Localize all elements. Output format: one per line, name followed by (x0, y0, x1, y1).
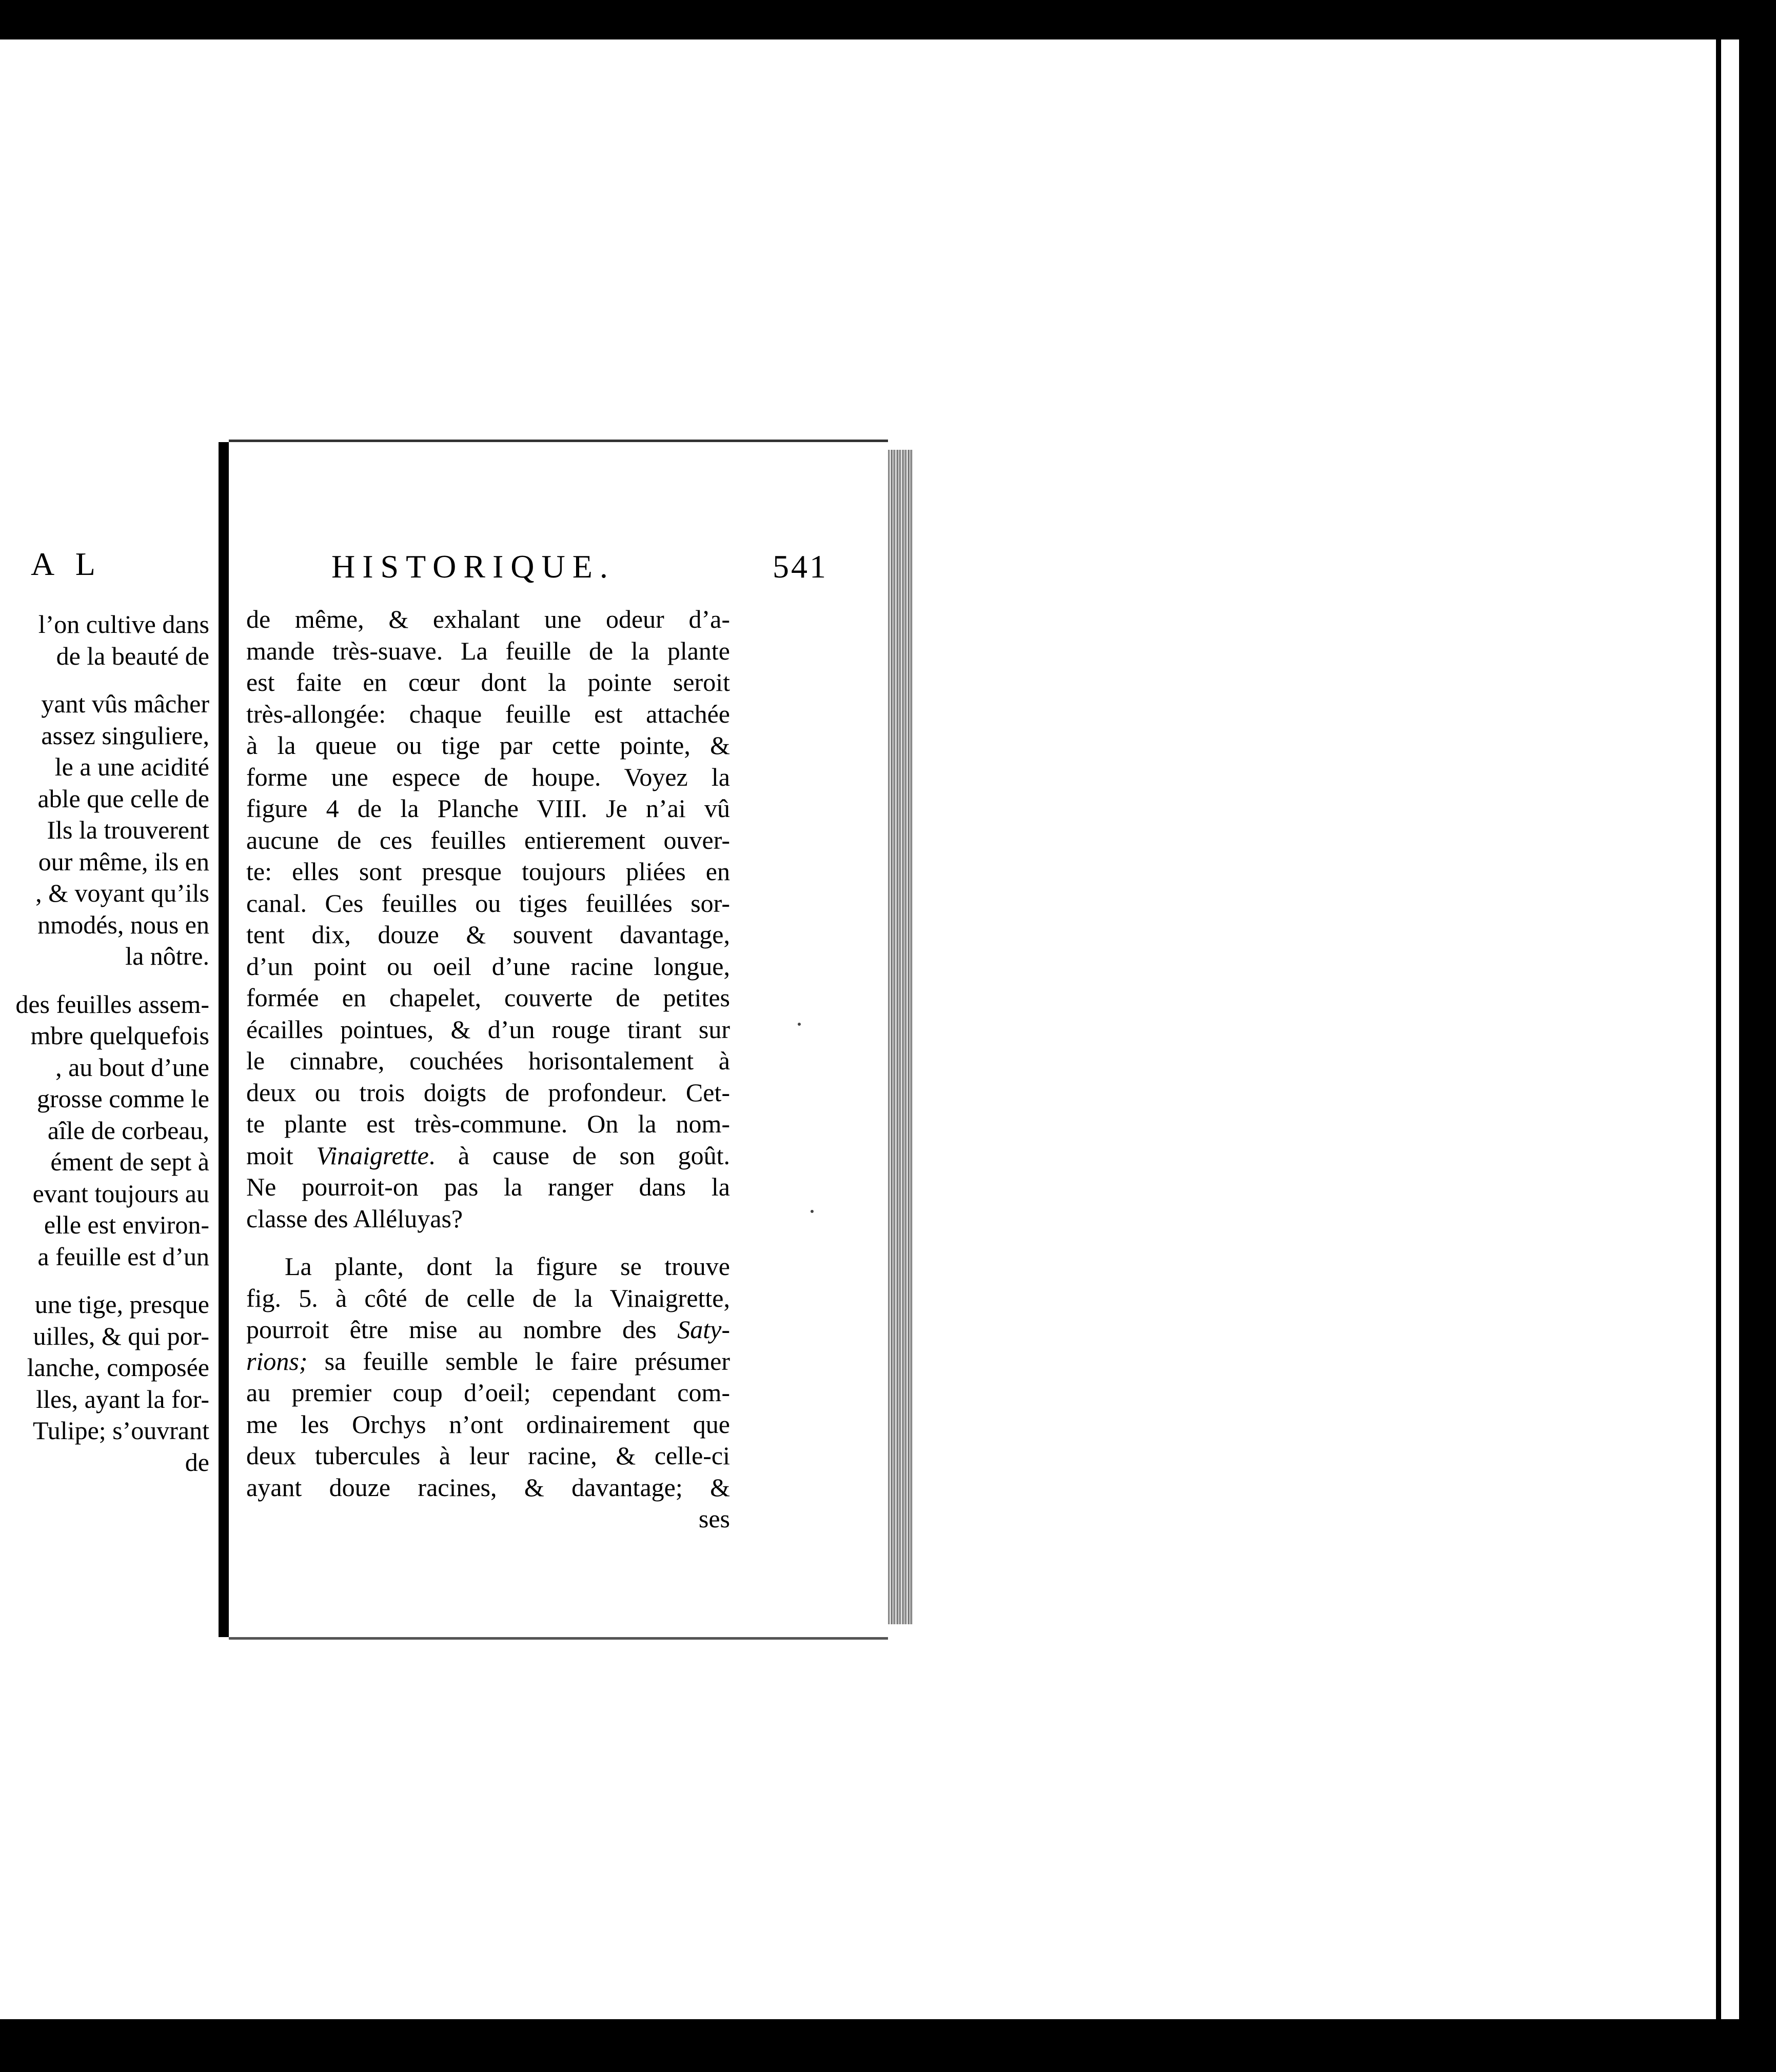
running-head: HISTORIQUE. (331, 548, 615, 585)
text-line: aucune de ces feuilles entierement ouver- (246, 825, 730, 854)
text-line: Ne pourroit-on pas la ranger dans la (246, 1172, 730, 1201)
text-line: nmodés, nous en (37, 910, 209, 939)
text-line: a feuille est d’un (37, 1242, 209, 1271)
text-line: de (185, 1447, 209, 1477)
text-line-rions: rions; sa feuille semble le faire présumer (246, 1346, 730, 1376)
catchword: ses (698, 1504, 730, 1533)
text-line: à la queue ou tige par cette pointe, & (246, 731, 730, 760)
text-line: le cinnabre, couchées horisontalement à (246, 1046, 730, 1075)
left-page-header: A L (31, 546, 103, 582)
text-line: lles, ayant la for- (36, 1384, 209, 1413)
paragraph-break (0, 672, 209, 688)
text-line: able que celle de (37, 784, 209, 813)
text-line: d’un point ou oeil d’une racine longue, (246, 951, 730, 981)
text-line: tent dix, douze & souvent davantage, (246, 920, 730, 949)
text-line: forme une espece de houpe. Voyez la (246, 762, 730, 791)
text-line: lanche, composée (27, 1353, 209, 1382)
text-line: grosse comme le (36, 1084, 209, 1113)
text-line: our même, ils en (38, 847, 209, 876)
text-line: formée en chapelet, couverte de petites (246, 983, 730, 1012)
left-page-text (0, 609, 209, 1478)
paragraph-2-first-line: La plante, dont la figure se trouve (285, 1252, 730, 1281)
text-line: figure 4 de la Planche VIII. Je n’ai vû (246, 794, 730, 823)
scanned-sheet (0, 39, 1739, 2019)
text-line: très-allongée: chaque feuille est attachée (246, 699, 730, 728)
right-page (229, 440, 888, 1640)
italic-term: rions; (246, 1346, 308, 1376)
text-line: de la beauté de (56, 641, 209, 670)
text-line: aîle de corbeau, (47, 1115, 209, 1145)
text-line: mbre quelquefois (30, 1021, 209, 1050)
right-page-text (246, 604, 730, 1535)
text-line: fig. 5. à côté de celle de la Vinaigrette, (246, 1283, 730, 1312)
text-line: te plante est très-commune. On la nom- (246, 1109, 730, 1138)
text-line: une tige, presque (34, 1290, 209, 1319)
paragraph-1 (246, 604, 730, 1140)
text-line: Ils la trouverent (47, 815, 209, 844)
text-line: deux ou trois doigts de profondeur. Cet- (246, 1078, 730, 1107)
text-line: , & voyant qu’ils (35, 879, 209, 907)
text-line: mande très-suave. La feuille de la plante (246, 636, 730, 665)
text-line: au premier coup d’oeil; cependant com- (246, 1378, 730, 1407)
book-gutter (219, 442, 229, 1637)
text-line: deux tubercules à leur racine, & celle-ci (246, 1441, 730, 1470)
text-line: ément de sept à (50, 1147, 209, 1176)
speck (811, 1210, 814, 1213)
text-line: est faite en cœur dont la pointe seroit (246, 668, 730, 696)
text-line: , au bout d’une (55, 1052, 209, 1082)
text-line: le a une acidité (54, 752, 209, 781)
sheet-right-edge (1716, 39, 1721, 2019)
text-line: uilles, & qui por- (33, 1321, 209, 1350)
page-number: 541 (773, 548, 828, 585)
text-line: l’on cultive dans (38, 610, 209, 639)
text-line-vinaigrette: moit Vinaigrette. à cause de son goût. (246, 1141, 730, 1170)
text-line: la nôtre. (125, 942, 209, 970)
left-page (0, 440, 218, 1660)
text-line: assez singuliere, (41, 721, 209, 750)
paragraph-1-end (246, 1171, 730, 1234)
italic-term: Saty- (677, 1315, 730, 1344)
text-line-satyrions: pourroit être mise au nombre des Saty- (246, 1315, 730, 1344)
text-line: elle est environ- (44, 1210, 209, 1239)
text-line: Tulipe; s’ouvrant (33, 1416, 209, 1445)
text-line: ayant douze racines, & davantage; & (246, 1472, 730, 1502)
text-line: écailles pointues, & d’un rouge tirant sur (246, 1014, 730, 1044)
text-line: yant vûs mâcher (41, 689, 209, 718)
paragraph-break (0, 1272, 209, 1289)
paragraph-break (0, 972, 209, 989)
text-line: de même, & exhalant une odeur d’a- (246, 605, 730, 633)
speck (798, 1023, 801, 1026)
page-edges (888, 450, 913, 1624)
text-line: classe des Alléluyas? (246, 1204, 463, 1233)
text-line: evant toujours au (32, 1179, 209, 1208)
text-line: des feuilles assem- (15, 989, 209, 1019)
text-line: canal. Ces feuilles ou tiges feuillées sor- (246, 888, 730, 918)
italic-term: Vinaigrette (316, 1141, 429, 1170)
text-line: te: elles sont presque toujours pliées en (246, 857, 730, 886)
text-line: me les Orchys n’ont ordinairement que (246, 1409, 730, 1439)
paragraph-2-rest (246, 1377, 730, 1503)
